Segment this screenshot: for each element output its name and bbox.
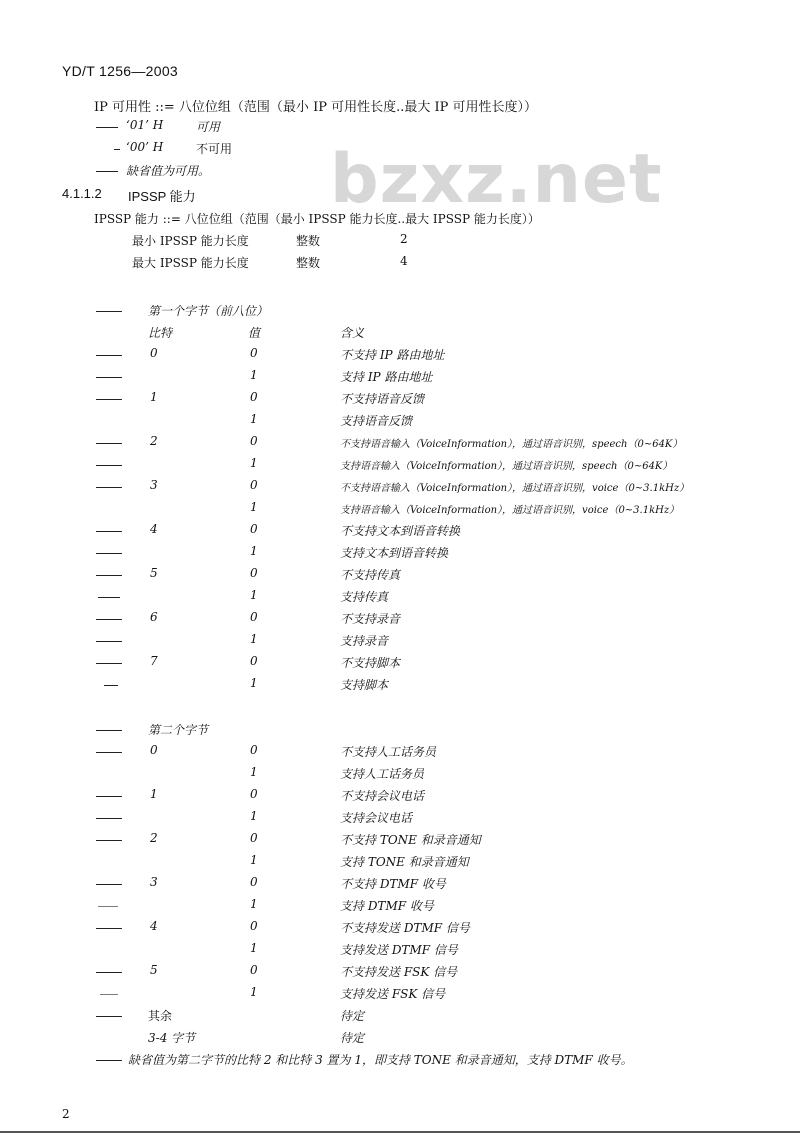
meaning-cell: 不支持文本到语音转换: [340, 524, 461, 538]
dash-marker: [96, 796, 122, 797]
value-cell: 0: [250, 831, 258, 845]
dash-marker: [96, 553, 122, 554]
value-cell: 0: [250, 434, 258, 448]
bit-cell: 7: [150, 654, 158, 668]
dash-marker: [98, 906, 118, 907]
dash-marker: [96, 928, 122, 929]
value-cell: 0: [250, 478, 258, 492]
meaning-cell: 不支持脚本: [340, 656, 401, 670]
meaning-cell: 支持 DTMF 收号: [340, 899, 434, 913]
max-length-value: 4: [400, 254, 408, 268]
dash-marker: [96, 1060, 122, 1061]
value-cell: 1: [250, 941, 258, 955]
value-cell: 0: [250, 919, 258, 933]
bit-cell: 4: [150, 522, 158, 536]
dash-marker: [96, 531, 122, 532]
value-cell: 1: [250, 853, 258, 867]
bit-cell: 0: [150, 743, 158, 757]
bit-cell: 4: [150, 919, 158, 933]
value-cell: 1: [250, 765, 258, 779]
section-number: 4.1.1.2: [62, 186, 102, 201]
ip-value-meaning: 可用: [196, 120, 221, 134]
meaning-cell: 支持发送 FSK 信号: [340, 987, 446, 1001]
value-cell: 0: [250, 522, 258, 536]
value-cell: 0: [250, 875, 258, 889]
page-bottom-rule: [0, 1131, 800, 1133]
max-length-type: 整数: [296, 256, 321, 270]
meaning-cell: 不支持 TONE 和录音通知: [340, 833, 481, 847]
value-cell: 0: [250, 566, 258, 580]
page-number: 2: [62, 1107, 70, 1121]
value-cell: 1: [250, 500, 258, 514]
ip-default-note: 缺省值为可用。: [126, 164, 211, 178]
bytes34-value: 待定: [340, 1031, 365, 1045]
dash-marker: [96, 127, 118, 128]
bit-cell: 5: [150, 963, 158, 977]
ip-availability-definition: IP 可用性 ::= 八位位组（范围（最小 IP 可用性长度..最大 IP 可用性长度））: [94, 100, 537, 115]
dash-marker: [96, 311, 122, 312]
meaning-cell: 支持 TONE 和录音通知: [340, 855, 469, 869]
col-header-meaning: 含义: [340, 326, 365, 340]
bit-cell: 2: [150, 831, 158, 845]
min-length-value: 2: [400, 232, 408, 246]
meaning-cell: 支持会议电话: [340, 811, 413, 825]
value-cell: 0: [250, 654, 258, 668]
min-length-type: 整数: [296, 234, 321, 248]
dash-marker: [96, 377, 122, 378]
dash-marker: [96, 884, 122, 885]
value-cell: 0: [250, 743, 258, 757]
value-cell: 1: [250, 368, 258, 382]
value-cell: 1: [250, 809, 258, 823]
col-header-value: 值: [248, 326, 261, 340]
ipssp-definition: IPSSP 能力 ::= 八位位组（范围（最小 IPSSP 能力长度..最大 IPSSP 能力长度））: [94, 212, 540, 226]
meaning-cell: 支持文本到语音转换: [340, 546, 449, 560]
dash-marker: [96, 171, 118, 172]
value-cell: 1: [250, 544, 258, 558]
section-title: IPSSP 能力: [128, 189, 196, 204]
meaning-cell: 支持 IP 路由地址: [340, 370, 433, 384]
dash-marker: [96, 355, 122, 356]
value-cell: 1: [250, 588, 258, 602]
dash-marker: [96, 972, 122, 973]
meaning-cell: 不支持语音输入（VoiceInformation），通过语音识别，speech（0~64K）: [340, 439, 683, 450]
meaning-cell: 支持发送 DTMF 信号: [340, 943, 458, 957]
ip-value-code: ‘00’ H: [126, 140, 164, 154]
value-cell: 1: [250, 456, 258, 470]
dash-marker: [96, 619, 122, 620]
dash-marker: [104, 685, 118, 686]
value-cell: 1: [250, 897, 258, 911]
meaning-cell: 支持人工话务员: [340, 767, 425, 781]
meaning-cell: 不支持 IP 路由地址: [340, 348, 445, 362]
meaning-cell: 不支持会议电话: [340, 789, 425, 803]
dash-marker: [96, 641, 122, 642]
meaning-cell: 不支持语音反馈: [340, 392, 425, 406]
bit-cell: 0: [150, 346, 158, 360]
dash-marker: [96, 443, 122, 444]
value-cell: 1: [250, 412, 258, 426]
bit-cell: 3: [150, 875, 158, 889]
dash-marker: [96, 730, 122, 731]
byte2-title: 第二个字节: [148, 723, 209, 737]
dash-marker: [96, 818, 122, 819]
watermark-logo: bzxz.net: [330, 140, 663, 219]
dash-marker: [96, 487, 122, 488]
bit-cell: 1: [150, 390, 158, 404]
bytes34-label: 3-4 字节: [148, 1031, 196, 1045]
meaning-cell: 支持语音反馈: [340, 414, 413, 428]
bit-cell: 1: [150, 787, 158, 801]
meaning-cell: 支持传真: [340, 590, 389, 604]
dash-marker: [98, 597, 120, 598]
meaning-cell: 支持语音输入（VoiceInformation），通过语音识别，voice（0~3.1kHz）: [340, 505, 680, 516]
meaning-cell: 不支持 DTMF 收号: [340, 877, 446, 891]
dash-marker: [96, 663, 122, 664]
meaning-cell: 不支持人工话务员: [340, 745, 437, 759]
value-cell: 0: [250, 346, 258, 360]
byte2-default-note: 缺省值为第二字节的比特 2 和比特 3 置为 1，即支持 TONE 和录音通知，支持 DTMF 收号。: [128, 1053, 633, 1067]
byte1-title: 第一个字节（前八位）: [148, 304, 269, 318]
bit-cell: 6: [150, 610, 158, 624]
meaning-cell: 不支持发送 FSK 信号: [340, 965, 458, 979]
dash-marker: [96, 399, 122, 400]
meaning-cell: 不支持发送 DTMF 信号: [340, 921, 470, 935]
others-value: 待定: [340, 1009, 365, 1023]
ip-value-code: ‘01’ H: [126, 118, 164, 132]
bit-cell: 3: [150, 478, 158, 492]
col-header-bit: 比特: [148, 326, 173, 340]
bit-cell: 2: [150, 434, 158, 448]
ip-value-meaning: 不可用: [196, 142, 233, 156]
value-cell: 1: [250, 632, 258, 646]
value-cell: 1: [250, 676, 258, 690]
dash-marker: [100, 994, 118, 995]
dash-marker: [96, 1016, 122, 1017]
meaning-cell: 不支持传真: [340, 568, 401, 582]
meaning-cell: 支持语音输入（VoiceInformation），通过语音识别，speech（0~64K）: [340, 461, 673, 472]
value-cell: 0: [250, 787, 258, 801]
dash-marker: [114, 149, 120, 150]
dash-marker: [96, 575, 122, 576]
others-label: 其余: [148, 1009, 173, 1023]
meaning-cell: 支持录音: [340, 634, 389, 648]
value-cell: 1: [250, 985, 258, 999]
max-length-name: 最大 IPSSP 能力长度: [132, 256, 249, 270]
dash-marker: [96, 465, 122, 466]
meaning-cell: 支持脚本: [340, 678, 389, 692]
document-number: YD/T 1256—2003: [62, 63, 179, 79]
value-cell: 0: [250, 963, 258, 977]
meaning-cell: 不支持录音: [340, 612, 401, 626]
dash-marker: [96, 752, 122, 753]
value-cell: 0: [250, 390, 258, 404]
bit-cell: 5: [150, 566, 158, 580]
min-length-name: 最小 IPSSP 能力长度: [132, 234, 249, 248]
dash-marker: [96, 840, 122, 841]
value-cell: 0: [250, 610, 258, 624]
meaning-cell: 不支持语音输入（VoiceInformation），通过语音识别，voice（0~3.1kHz）: [340, 483, 690, 494]
